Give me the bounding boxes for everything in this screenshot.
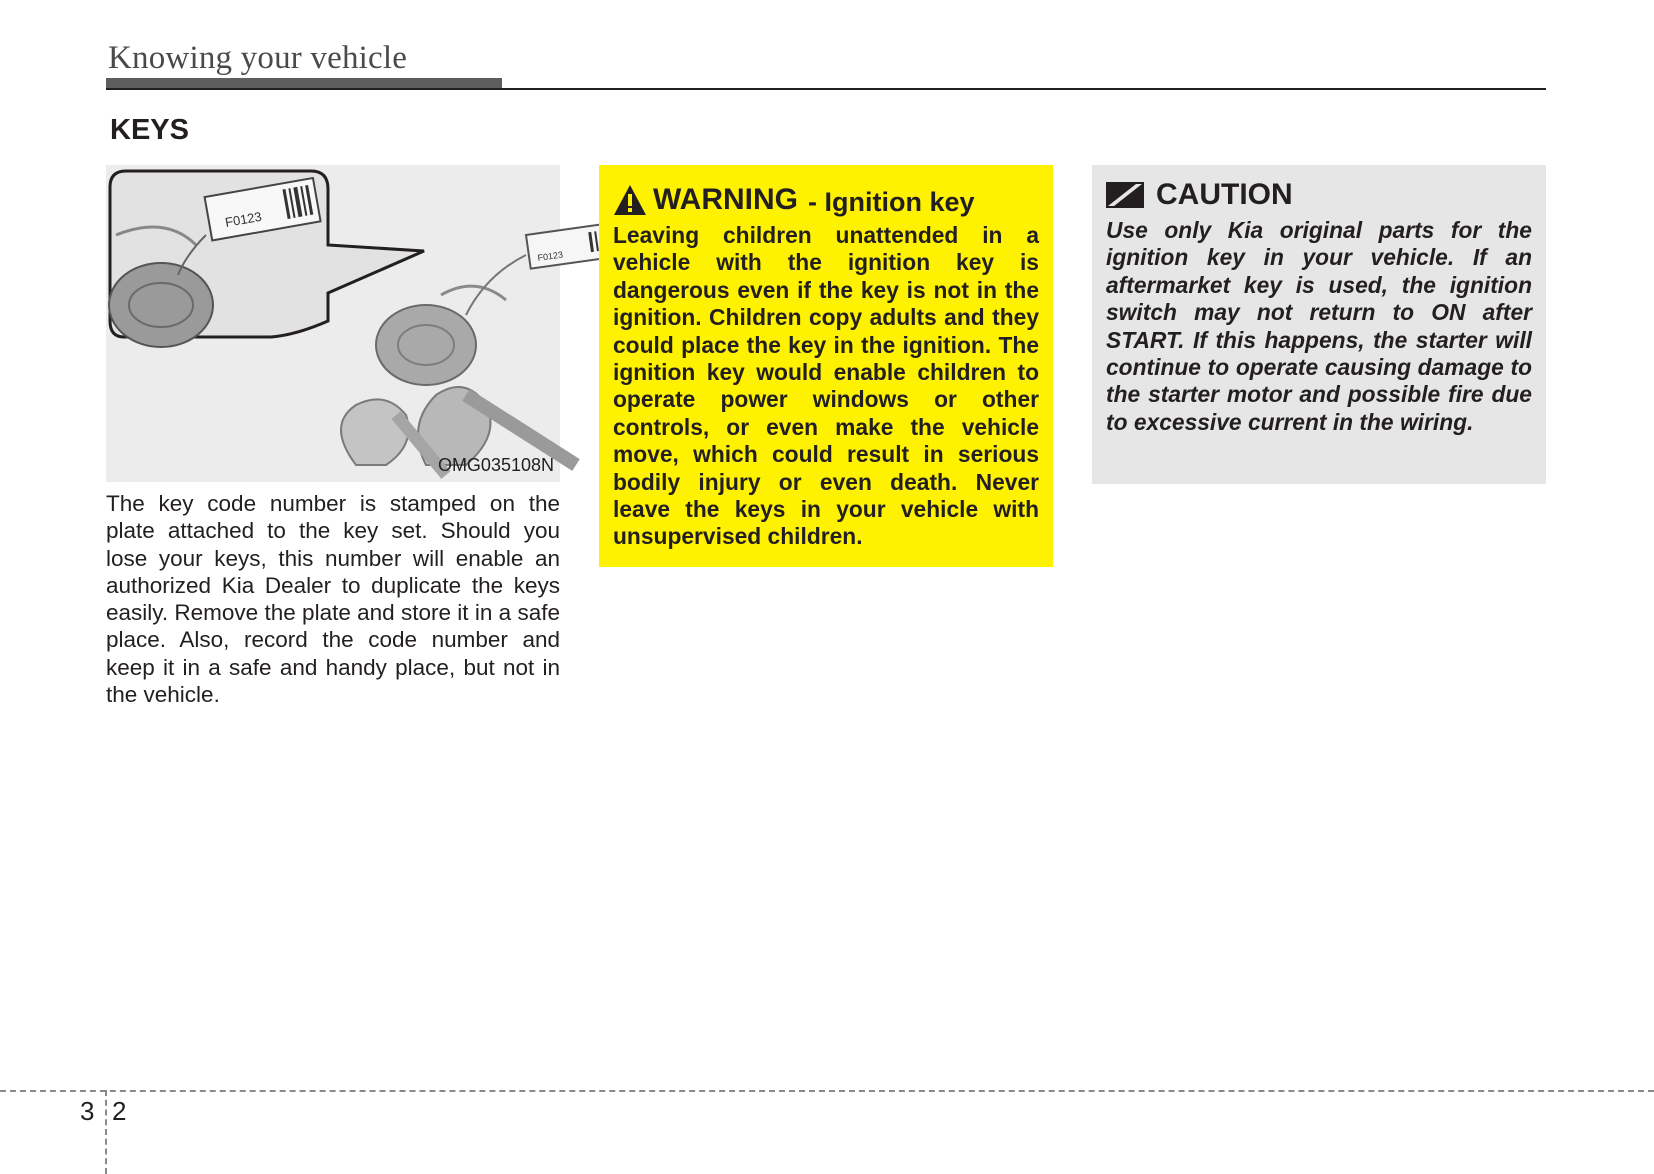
keys-body-text: The key code number is stamped on the plate attached to the key set. Should you lose your keys, this number will enable an authorized Kia Dealer to duplicate the keys easily. Remove the plate and store it in a safe place. Also, record the code number and keep it in a safe and handy place, but not in the vehicle. <box>106 491 560 708</box>
header-bar <box>106 78 502 88</box>
caution-header <box>1106 175 1532 215</box>
warning-triangle-icon <box>613 184 647 216</box>
footer-dashed-rule <box>0 1090 1654 1092</box>
header-title: Knowing your vehicle <box>108 40 408 76</box>
section-title: KEYS <box>110 114 189 146</box>
warning-subtitle: - Ignition key <box>808 186 975 217</box>
warning-title: WARNING <box>653 183 798 216</box>
header-rule <box>106 88 1546 90</box>
small-tag-code-label: F0123 <box>536 249 564 263</box>
warning-header <box>613 181 1039 219</box>
caution-text: Use only Kia original parts for the ignition key in your vehicle. If an aftermarket key is used, the ignition switch may not return to ON after START. If this happens, the starter will continue to operate causing damage to the starter motor and possible fire due to excessive current in the wiring. <box>1106 217 1532 435</box>
caution-title: CAUTION <box>1156 178 1293 211</box>
key-set-drawing <box>341 286 576 475</box>
keys-drawing <box>106 165 564 482</box>
warning-box <box>599 165 1053 567</box>
warning-text: Leaving children unattended in a vehicle with the ignition key is dangerous even if the key is not in the ignition. Children copy adults and they could place the key in the ignition. The ignition key would enable children to operate power windows or other controls, or even make the vehicle move, which could result in serious bodily injury or even death. Never leave the keys in your vehicle with unsupervised children. <box>613 222 1039 550</box>
caution-box <box>1092 165 1546 484</box>
keys-illustration <box>106 165 564 482</box>
figure-code: OMG035108N <box>437 455 554 475</box>
caution-slash-icon <box>1106 182 1144 208</box>
page-chapter-number: 3 <box>80 1096 95 1126</box>
page-number: 2 <box>112 1096 127 1126</box>
callout-zoom-box <box>109 171 424 347</box>
tag-code-label: F0123 <box>223 208 263 230</box>
footer-dashed-divider <box>105 1090 107 1174</box>
